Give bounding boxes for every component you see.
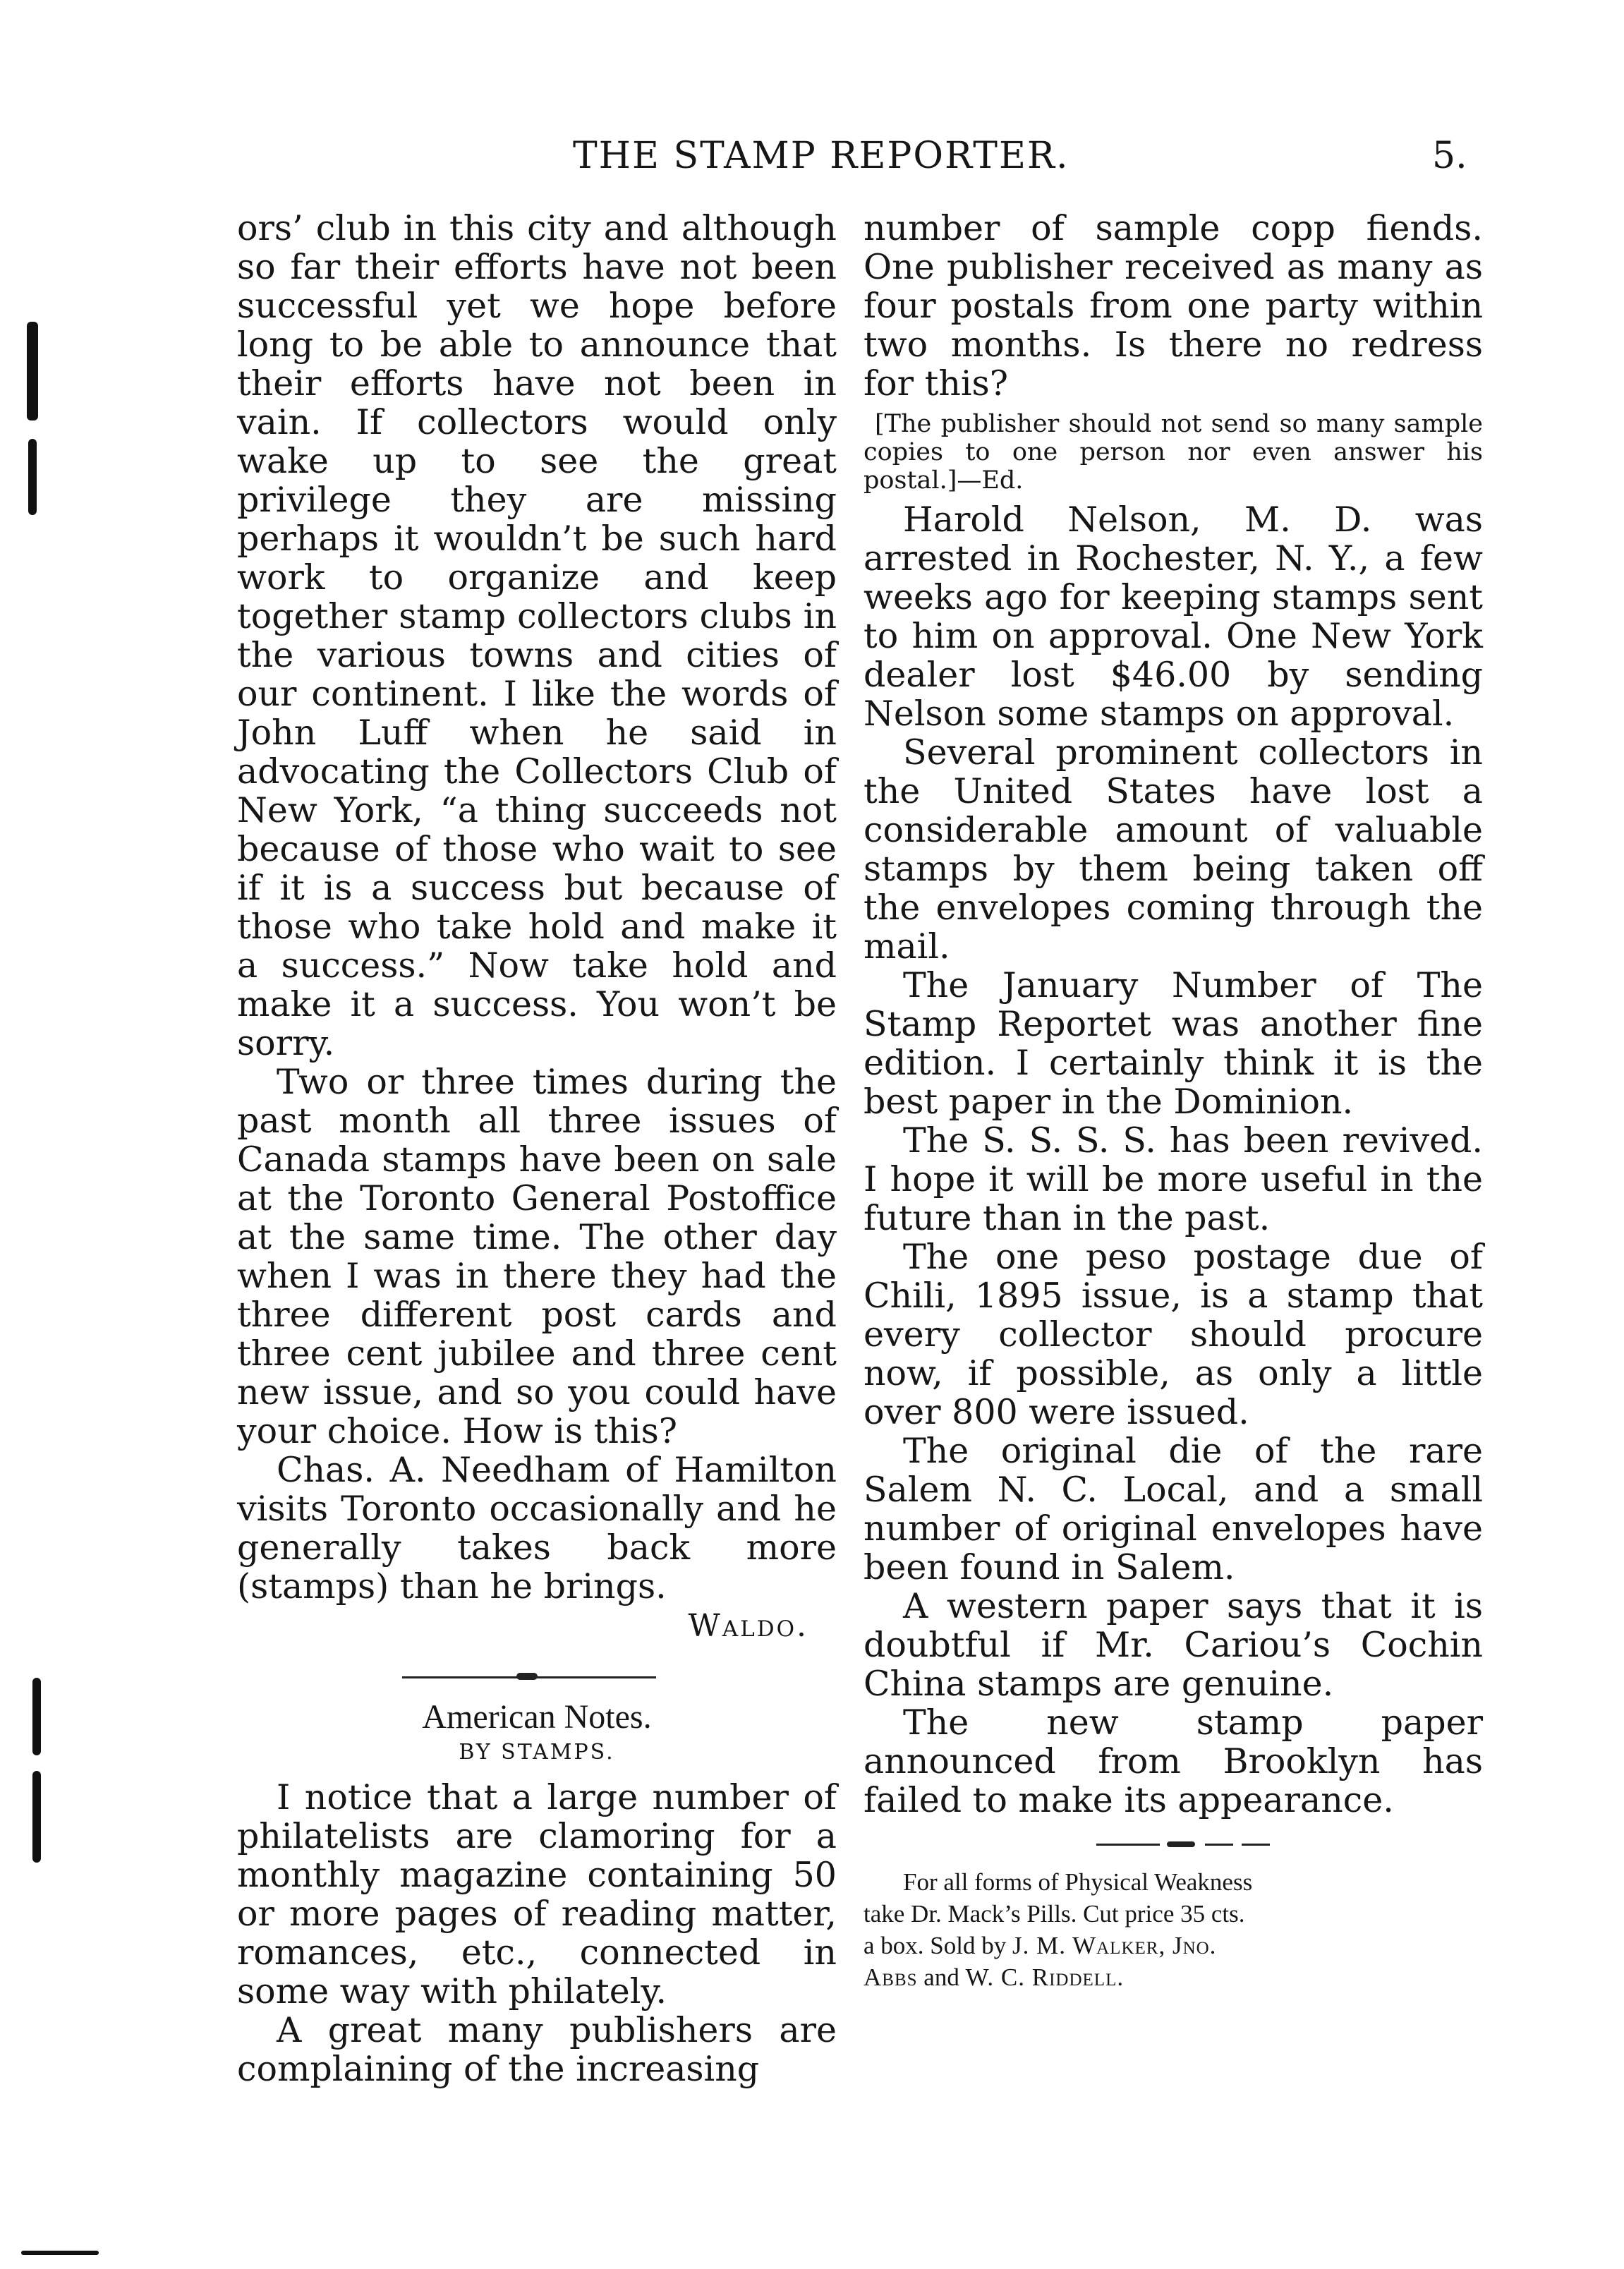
binding-mark — [28, 439, 37, 515]
article-paragraph: The new stamp paper announced from Brooklyn has failed to make its appearance. — [863, 1702, 1483, 1820]
advert-line — [863, 1930, 1483, 1961]
left-column — [237, 209, 837, 2088]
editor-note: [The publisher should not send so many sample copies to one person nor even answer his postal.]—Ed. — [863, 410, 1483, 495]
divider-segment — [1205, 1844, 1233, 1846]
article-paragraph: Harold Nelson, M. D. was arrested in Rochester, N. Y., a few weeks ago for keeping stamps sent to him on approval. One New York dealer lost $46.00 by sending Nelson some stamps on approval. — [863, 500, 1483, 734]
pill-advertisement — [863, 1866, 1483, 1993]
seller-name: W. C. Riddell. — [965, 1964, 1125, 1991]
article-paragraph: The one peso postage due of Chili, 1895 issue, is a stamp that every collector should procure now, if possible, as only a little over 800 were issued. — [863, 1237, 1483, 1432]
article-paragraph: ors’ club in this city and although so far their efforts have not been successful yet we hope before long to be able to announce that their efforts have not been in vain. If collectors would only wake up to see the great privilege they are missing perhaps it wouldn’t be such hard work to organize and keep together stamp collectors clubs in the various towns and cities of our continent. I like the words of John Luff when he said in advocating the Collectors Club of New York, “a thing succeeds not because of those who wait to see if it is a success but because of those who take hold and make it a success.” Now take hold and make it a success. You won’t be sorry. — [237, 208, 837, 1063]
article-paragraph: Chas. A. Needham of Hamilton visits Toronto occasionally and he generally takes back more (stamps) than he brings. — [237, 1450, 837, 1607]
article-paragraph: A great many publishers are complaining of the increasing — [237, 2010, 837, 2089]
right-column — [863, 209, 1483, 1993]
seller-name: J. M. Walker, Jno. — [1012, 1932, 1217, 1959]
advert-line — [863, 1961, 1483, 1993]
advert-text: a box. Sold by — [863, 1932, 1012, 1959]
advert-divider — [863, 1831, 1483, 1859]
divider-segment — [1242, 1844, 1270, 1846]
author-signature: Waldo. — [688, 1608, 808, 1644]
divider-ornament — [1167, 1841, 1195, 1847]
advert-text: and — [917, 1964, 966, 1991]
binding-mark — [32, 1771, 41, 1863]
seller-name: Abbs — [863, 1964, 918, 1991]
article-paragraph: Several prominent collectors in the United States have lost a considerable amount of valuable stamps by them being taken off the envelopes coming through the mail. — [863, 732, 1483, 967]
scan-artifact — [21, 2251, 99, 2255]
publication-title: THE STAMP REPORTER. — [573, 135, 1069, 177]
binding-mark — [32, 1678, 41, 1755]
page-header — [0, 131, 1624, 181]
article-paragraph: The original die of the rare Salem N. C. Local, and a small number of original envelopes have been found in Salem. — [863, 1431, 1483, 1587]
page-number: 5. — [1432, 135, 1467, 177]
section-byline: BY STAMPS. — [459, 1740, 615, 1765]
advert-line: For all forms of Physical Weakness — [903, 1868, 1253, 1896]
divider-ornament — [516, 1673, 538, 1680]
section-divider — [237, 1662, 837, 1690]
article-paragraph: The January Number of The Stamp Reportet was another fine edition. I certainly think it is the best paper in the Dominion. — [863, 965, 1483, 1122]
article-paragraph: Two or three times during the past month all three issues of Canada stamps have been on sale at the Toronto General Postoffice at the same time. The other day when I was in there they had the three different post cards and three cent jubilee and three cent new issue, and so you could have your choice. How is this? — [237, 1062, 837, 1451]
advert-line: take Dr. Mack’s Pills. Cut price 35 cts. — [863, 1900, 1245, 1928]
section-heading: American Notes. — [422, 1698, 652, 1736]
divider-segment — [1096, 1844, 1160, 1846]
article-paragraph: number of sample copp fiends. One publisher received as many as four postals from one party within two months. Is there no redress for this? — [863, 208, 1483, 404]
binding-mark — [27, 322, 38, 420]
article-paragraph: A western paper says that it is doubtful if Mr. Cariou’s Cochin China stamps are genuine. — [863, 1586, 1483, 1704]
article-paragraph: The S. S. S. S. has been revived. I hope it will be more useful in the future than in the past. — [863, 1120, 1483, 1238]
article-paragraph: I notice that a large number of philatelists are clamoring for a monthly magazine containing 50 or more pages of reading matter, romances, etc., connected in some way with philately. — [237, 1777, 837, 2011]
